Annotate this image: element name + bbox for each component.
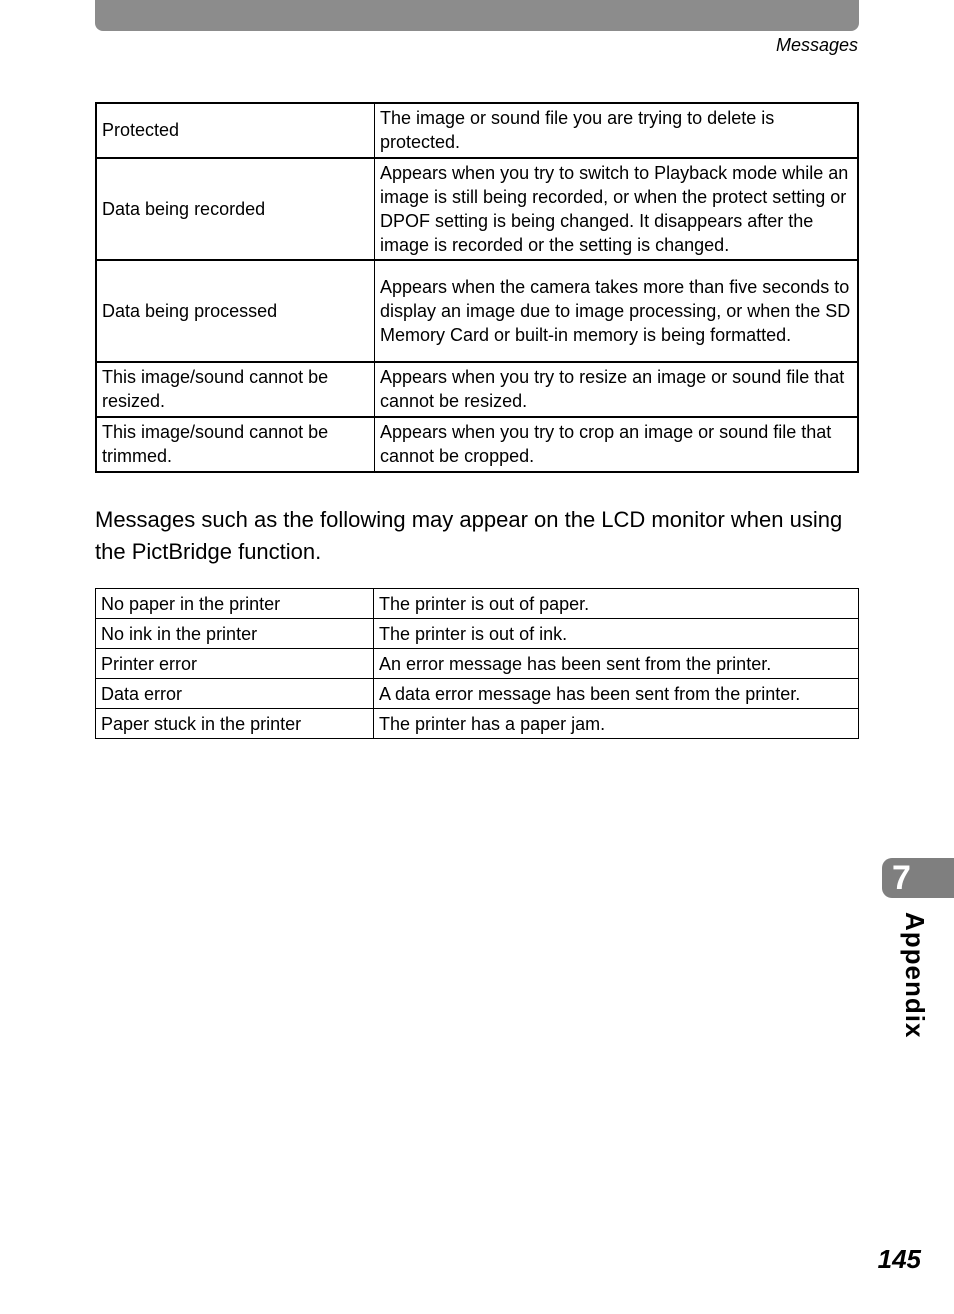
description-cell: Appears when you try to crop an image or sound file that cannot be cropped. bbox=[375, 417, 859, 472]
message-cell: Data being recorded bbox=[96, 158, 375, 260]
message-cell: Data being processed bbox=[96, 260, 375, 362]
description-cell: The printer is out of paper. bbox=[374, 589, 859, 619]
message-cell: This image/sound cannot be trimmed. bbox=[96, 417, 375, 472]
table-row bbox=[96, 589, 859, 619]
description-cell: Appears when you try to switch to Playback mode while an image is still being recorded, or when the protect setting or DPOF setting is being changed. It disappears after the image is recorded or the setting is changed. bbox=[375, 158, 859, 260]
pictbridge-intro-text: Messages such as the following may appear on the LCD monitor when using the PictBridge function. bbox=[95, 507, 843, 564]
table-row bbox=[96, 260, 858, 362]
message-cell: Paper stuck in the printer bbox=[96, 709, 374, 739]
description-cell: A data error message has been sent from the printer. bbox=[374, 679, 859, 709]
page-number: 145 bbox=[877, 1244, 921, 1274]
description-cell: The printer is out of ink. bbox=[374, 619, 859, 649]
table-row bbox=[96, 417, 858, 472]
header-bar bbox=[95, 0, 859, 31]
description-cell: The printer has a paper jam. bbox=[374, 709, 859, 739]
table-row bbox=[96, 103, 858, 158]
table-row bbox=[96, 362, 858, 417]
description-cell: Appears when you try to resize an image or sound file that cannot be resized. bbox=[375, 362, 859, 417]
table-row bbox=[96, 158, 858, 260]
message-cell: This image/sound cannot be resized. bbox=[96, 362, 375, 417]
chapter-label: Appendix bbox=[900, 912, 930, 1039]
error-messages-table bbox=[95, 102, 859, 473]
message-cell: No ink in the printer bbox=[96, 619, 374, 649]
table-row bbox=[96, 709, 859, 739]
pictbridge-messages-table bbox=[95, 588, 859, 739]
message-cell: No paper in the printer bbox=[96, 589, 374, 619]
description-cell: Appears when the camera takes more than five seconds to display an image due to image processing, or when the SD Memory Card or built-in memory is being formatted. bbox=[375, 260, 859, 362]
table-row bbox=[96, 619, 859, 649]
chapter-tab bbox=[882, 858, 954, 898]
section-title: Messages bbox=[775, 35, 858, 55]
message-cell: Printer error bbox=[96, 649, 374, 679]
message-cell: Protected bbox=[96, 103, 375, 158]
table-row bbox=[96, 649, 859, 679]
table-row bbox=[96, 679, 859, 709]
message-cell: Data error bbox=[96, 679, 374, 709]
description-cell: The image or sound file you are trying to delete is protected. bbox=[375, 103, 859, 158]
chapter-number: 7 bbox=[892, 859, 911, 897]
description-cell: An error message has been sent from the printer. bbox=[374, 649, 859, 679]
